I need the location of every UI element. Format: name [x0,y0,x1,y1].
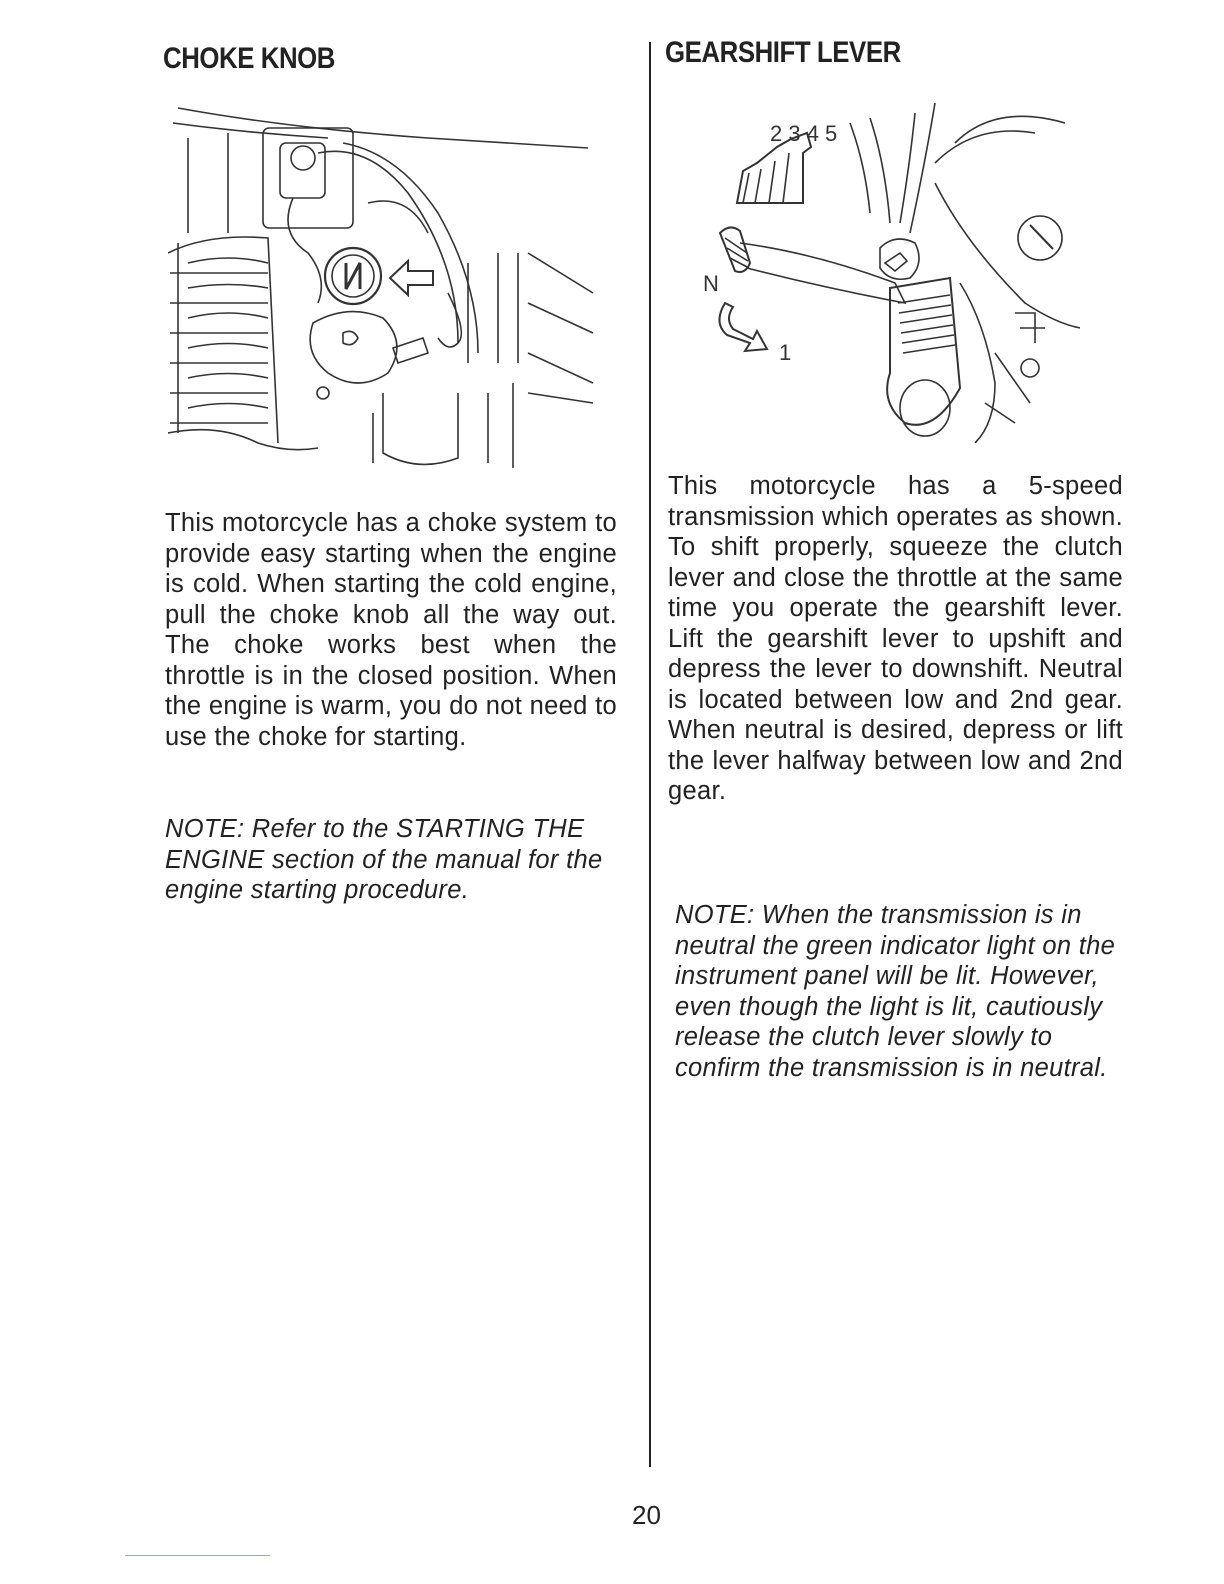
choke-knob-illustration [168,103,598,475]
column-divider [649,42,651,1467]
gearshift-note: NOTE: When the transmission is in neutral the green indicator light on the instrument panel will be lit. However, even though the light is lit, cautiously release the clutch lever slowly to confirm the transmission is in neutral. [675,901,1116,1082]
gearshift-description: This motorcycle has a 5-speed transmission which operates as shown. To shift properly, squeeze the clutch lever and close the throttle at the same time you operate the gearshift lever. Lift the gearshift lever to upshift and depress the lever to downshift. Neutral is located between low and 2nd gear. When neutral is desired, depress or lift the lever halfway between low and 2nd gear. [668,472,1123,805]
low-gear-label: 1 [779,340,792,365]
neutral-label: N [703,271,719,296]
upshift-gear-numbers: 2 3 4 5 [770,121,838,146]
choke-knob-description: This motorcycle has a choke system to provide easy starting when the engine is cold. When starting the cold engine, pull the choke knob all the way out. The choke works best when the throttle is in the closed position. When the engine is warm, you do not need to use the choke for starting. [165,509,617,751]
gearshift-lever-illustration [695,103,1080,443]
gearshift-lever-heading: GEARSHIFT LEVER [665,36,901,69]
choke-knob-heading: CHOKE KNOB [163,42,336,75]
choke-knob-note: NOTE: Refer to the STARTING THE ENGINE section of the manual for the engine starting procedure. [165,815,603,904]
page-number: 20 [632,1500,661,1530]
bottom-edge-mark [125,1555,270,1556]
